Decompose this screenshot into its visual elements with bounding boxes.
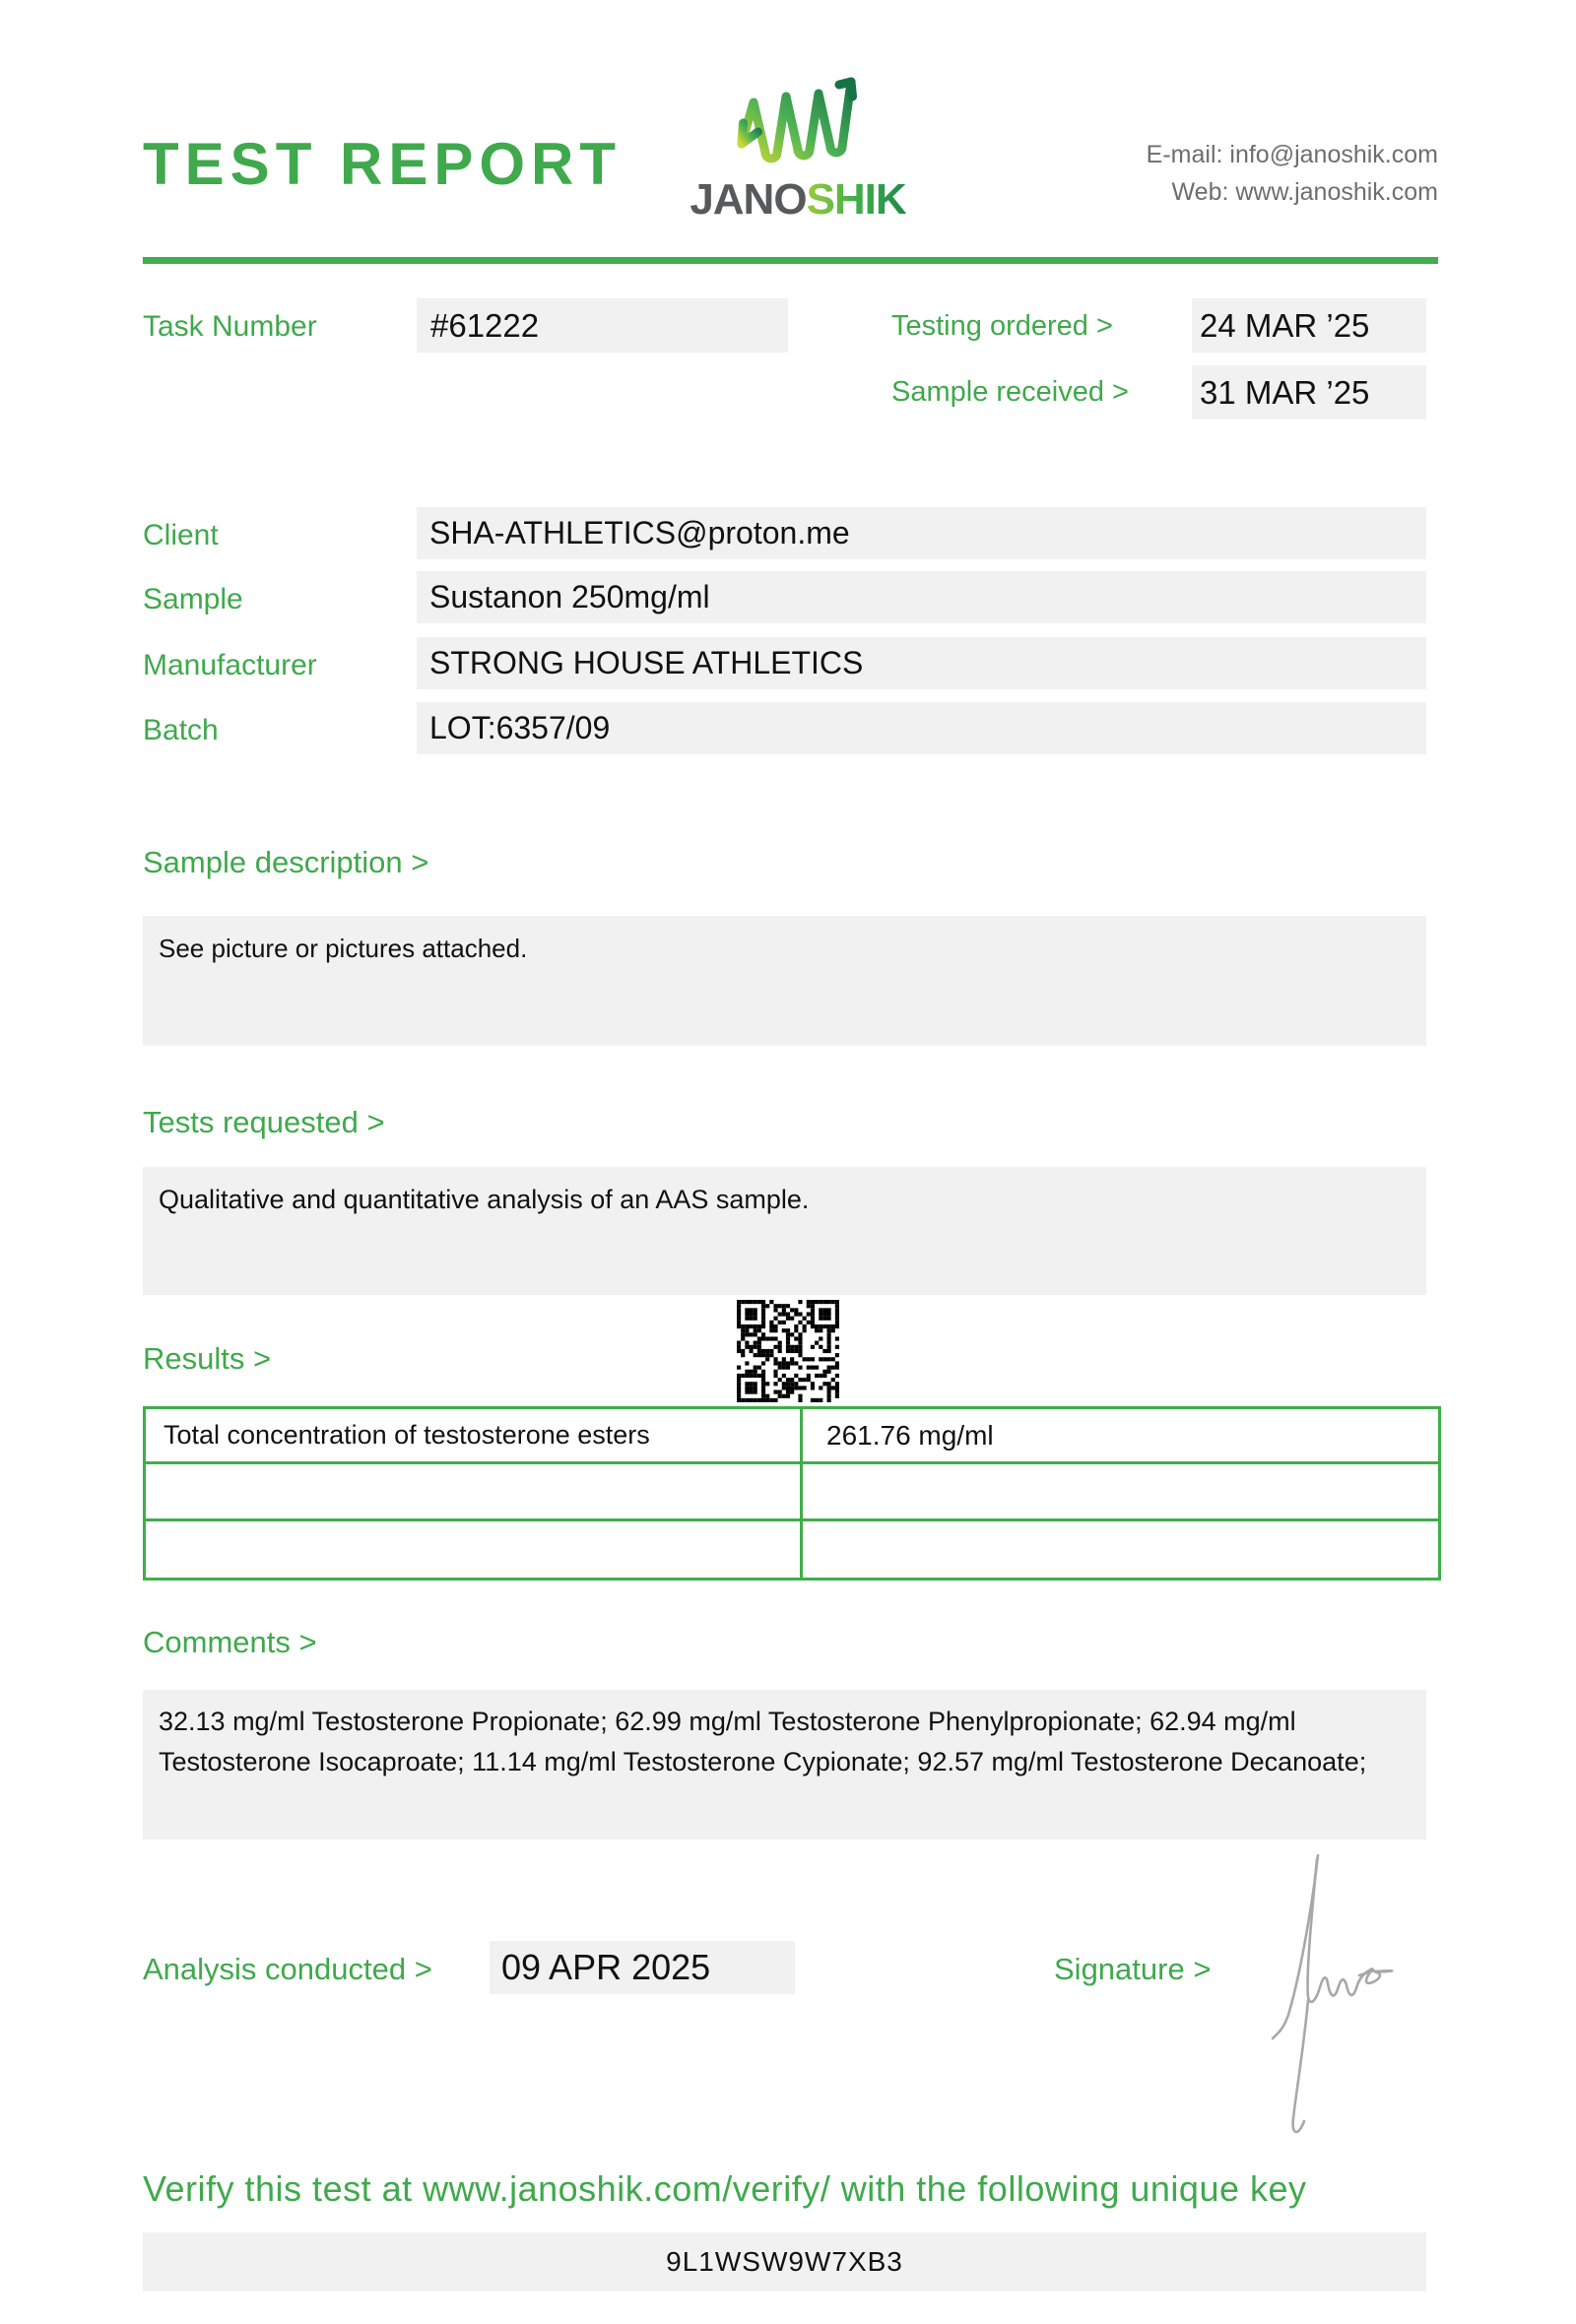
contact-email: E-mail: info@janoshik.com (1146, 141, 1438, 168)
result-name-cell (145, 1520, 802, 1580)
sample-description-heading: Sample description > (143, 845, 429, 879)
comments-heading: Comments > (143, 1625, 317, 1659)
results-table (143, 1406, 1441, 1581)
sample-description-box (143, 916, 1426, 1046)
result-value-cell: 261.76 mg/ml (802, 1408, 1440, 1463)
analysis-conducted-label: Analysis conducted > (143, 1952, 432, 1986)
page-title: TEST REPORT (143, 131, 623, 197)
table-row (145, 1408, 1440, 1463)
batch-label: Batch (143, 714, 219, 746)
signature-scribble (1249, 1828, 1466, 2153)
comments-box (143, 1690, 1426, 1840)
tests-requested-box (143, 1167, 1426, 1295)
result-name-cell: Total concentration of testosterone esters (145, 1408, 802, 1463)
logo-wordmark (670, 175, 926, 225)
verify-key: 9L1WSW9W7XB3 (143, 2232, 1426, 2292)
task-number-label: Task Number (143, 310, 317, 343)
growth-chart-icon (709, 67, 886, 173)
qr-code (737, 1300, 839, 1402)
sample-received-label: Sample received > (891, 376, 1129, 408)
logo-shik: SHIK (806, 175, 906, 224)
janoshik-logo (670, 67, 926, 234)
logo-jano: JANO (690, 175, 807, 224)
sample-value: Sustanon 250mg/ml (417, 571, 1426, 623)
tests-requested-heading: Tests requested > (143, 1105, 385, 1139)
result-value-cell (802, 1520, 1440, 1580)
signature-label: Signature > (1054, 1952, 1212, 1986)
sample-description-text: See picture or pictures attached. (159, 934, 528, 963)
contact-web: Web: www.janoshik.com (1171, 178, 1438, 206)
table-row (145, 1520, 1440, 1580)
comments-text: 32.13 mg/ml Testosterone Propionate; 62.99 mg/ml Testosterone Phenylpropionate; 62.94 mg/ml Testosterone Isocaproate; 11.14 mg/ml Testosterone Cypionate; 92.57 mg/ml Testosterone Decanoate; (159, 1707, 1367, 1776)
task-number-value: #61222 (417, 298, 788, 353)
client-label: Client (143, 519, 219, 551)
manufacturer-value: STRONG HOUSE ATHLETICS (417, 637, 1426, 689)
manufacturer-label: Manufacturer (143, 649, 317, 681)
analysis-date: 09 APR 2025 (490, 1941, 795, 1994)
table-row (145, 1463, 1440, 1520)
testing-ordered-date: 24 MAR ’25 (1192, 298, 1426, 353)
client-value: SHA-ATHLETICS@proton.me (417, 507, 1426, 559)
result-value-cell (802, 1463, 1440, 1520)
results-heading: Results > (143, 1341, 272, 1376)
batch-value: LOT:6357/09 (417, 702, 1426, 754)
verify-instruction: Verify this test at www.janoshik.com/verify/ with the following unique key (143, 2168, 1307, 2209)
testing-ordered-label: Testing ordered > (891, 310, 1113, 342)
tests-requested-text: Qualitative and quantitative analysis of an AAS sample. (159, 1185, 810, 1214)
header-divider (143, 257, 1438, 264)
result-name-cell (145, 1463, 802, 1520)
sample-label: Sample (143, 583, 243, 615)
sample-received-date: 31 MAR ’25 (1192, 365, 1426, 420)
contact-block (1147, 136, 1438, 211)
